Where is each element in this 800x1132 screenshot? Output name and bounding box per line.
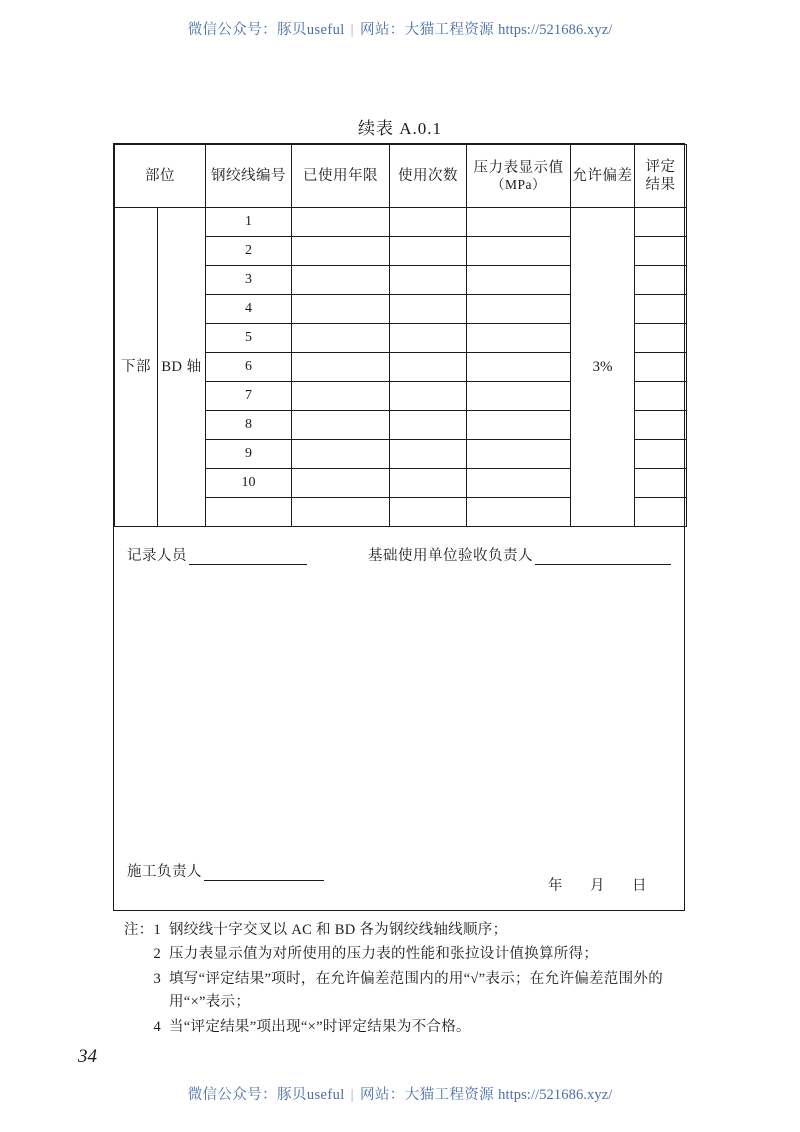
cell-strand-no: 1	[206, 208, 292, 237]
cell-gauge-value[interactable]	[467, 237, 571, 266]
header-gauge-unit: （MPa）	[490, 176, 546, 192]
note-label: 注：1	[123, 922, 161, 938]
note-text: 压力表显示值为对所使用的压力表的性能和张拉设计值换算所得；	[169, 946, 599, 963]
cell-years-used[interactable]	[292, 440, 390, 469]
cell-strand-no: 7	[206, 382, 292, 411]
acceptor-signature-line[interactable]	[535, 551, 671, 565]
cell-result[interactable]	[635, 208, 687, 237]
cell-strand-no: 9	[206, 440, 292, 469]
cell-result[interactable]	[635, 469, 687, 498]
header-gauge-value-text: 压力表显示值	[473, 159, 564, 176]
date-row	[548, 874, 674, 895]
cell-times-used[interactable]	[390, 353, 467, 382]
cell-result[interactable]	[635, 353, 687, 382]
cell-gauge-value[interactable]	[467, 382, 571, 411]
header-result-line2: 结果	[645, 177, 676, 193]
cell-result[interactable]	[635, 411, 687, 440]
cell-times-used[interactable]	[390, 237, 467, 266]
cell-years-used[interactable]	[292, 382, 390, 411]
watermark-url: https://521686.xyz/	[498, 22, 613, 38]
cell-times-used[interactable]	[390, 440, 467, 469]
cell-years-used[interactable]	[292, 266, 390, 295]
cell-result[interactable]	[635, 440, 687, 469]
cell-strand-no: 4	[206, 295, 292, 324]
header-years-used: 已使用年限	[292, 145, 390, 208]
table-header-row	[115, 145, 687, 208]
cell-strand-no: 5	[206, 324, 292, 353]
constructor-label: 施工负责人	[127, 864, 202, 880]
cell-result[interactable]	[635, 266, 687, 295]
cell-gauge-value[interactable]	[467, 440, 571, 469]
recorder-signature-row	[127, 544, 307, 565]
acceptor-label: 基础使用单位验收负责人	[368, 548, 533, 564]
note-item	[113, 968, 693, 1015]
cell-years-used[interactable]	[292, 208, 390, 237]
header-allowed-deviation: 允许偏差	[571, 145, 635, 208]
header-result-line1: 评定	[645, 158, 676, 175]
cell-part-position: 下部	[115, 208, 158, 527]
acceptor-signature-row	[368, 544, 671, 565]
watermark-separator: |	[350, 22, 354, 38]
record-table	[114, 144, 687, 527]
cell-years-used[interactable]	[292, 237, 390, 266]
cell-times-used[interactable]	[390, 266, 467, 295]
cell-times-used[interactable]	[390, 324, 467, 353]
cell-gauge-value[interactable]	[467, 411, 571, 440]
cell-times-used[interactable]	[390, 295, 467, 324]
cell-gauge-value[interactable]	[467, 324, 571, 353]
cell-years-used[interactable]	[292, 353, 390, 382]
watermark-site-label-bottom: 网站：	[359, 1087, 405, 1103]
watermark-wechat-label-bottom: 微信公众号：	[187, 1087, 278, 1103]
header-times-used: 使用次数	[390, 145, 467, 208]
note-item	[113, 943, 693, 966]
notes-section	[113, 919, 693, 1040]
cell-gauge-value[interactable]	[467, 266, 571, 295]
cell-result[interactable]	[635, 237, 687, 266]
watermark-wechat-value-bottom: 豚贝useful	[277, 1087, 345, 1103]
cell-strand-no: 10	[206, 469, 292, 498]
date-day-label: 日	[632, 878, 647, 894]
watermark-top	[0, 18, 800, 39]
note-label: 2	[153, 946, 161, 963]
header-part: 部位	[115, 145, 206, 208]
table-row	[115, 208, 687, 237]
cell-years-used[interactable]	[292, 324, 390, 353]
cell-strand-no: 8	[206, 411, 292, 440]
table-title: 续表 A.0.1	[357, 119, 443, 138]
cell-gauge-value[interactable]	[467, 469, 571, 498]
cell-years-used[interactable]	[292, 469, 390, 498]
cell-result[interactable]	[635, 295, 687, 324]
header-gauge-value	[467, 145, 571, 208]
recorder-label: 记录人员	[127, 548, 187, 564]
note-item	[113, 919, 693, 942]
cell-result[interactable]	[635, 382, 687, 411]
recorder-signature-line[interactable]	[189, 551, 307, 565]
form-box	[113, 143, 685, 911]
date-month-label: 月	[590, 878, 605, 894]
cell-allowed-deviation: 3%	[571, 208, 635, 527]
cell-gauge-value[interactable]	[467, 295, 571, 324]
note-text: 填写“评定结果”项时，在允许偏差范围内的用“√”表示；在允许偏差范围外的用“×”表示；	[169, 970, 663, 1011]
cell-times-used[interactable]	[390, 382, 467, 411]
table-body	[115, 208, 687, 527]
cell-result[interactable]	[635, 324, 687, 353]
watermark-wechat-label: 微信公众号：	[187, 22, 278, 38]
note-text: 钢绞线十字交叉以 AC 和 BD 各为钢绞线轴线顺序；	[169, 922, 508, 938]
watermark-url-bottom: https://521686.xyz/	[498, 1087, 613, 1103]
cell-strand-no: 2	[206, 237, 292, 266]
note-label: 4	[153, 1018, 161, 1035]
constructor-signature-line[interactable]	[204, 867, 324, 881]
date-year-label: 年	[548, 878, 563, 894]
watermark-separator-bottom: |	[350, 1087, 354, 1103]
cell-times-used[interactable]	[390, 469, 467, 498]
note-item	[113, 1016, 693, 1039]
watermark-bottom	[0, 1083, 800, 1104]
cell-part-axis: BD 轴	[158, 208, 206, 527]
constructor-signature-row	[127, 860, 324, 881]
note-label: 3	[153, 970, 161, 987]
cell-times-used[interactable]	[390, 411, 467, 440]
cell-strand-no: 3	[206, 266, 292, 295]
watermark-wechat-value: 豚贝useful	[277, 22, 345, 38]
cell-years-used[interactable]	[292, 295, 390, 324]
cell-gauge-value[interactable]	[467, 208, 571, 237]
note-text: 当“评定结果”项出现“×”时评定结果为不合格。	[169, 1018, 471, 1035]
signature-area	[114, 519, 684, 912]
header-strand-no: 钢绞线编号	[206, 145, 292, 208]
cell-strand-no: 6	[206, 353, 292, 382]
cell-years-used[interactable]	[292, 411, 390, 440]
cell-gauge-value[interactable]	[467, 353, 571, 382]
watermark-site-label: 网站：	[359, 22, 405, 38]
header-result	[635, 145, 687, 208]
watermark-site-value: 大猫工程资源	[404, 22, 495, 38]
page-number: 34	[78, 1046, 97, 1067]
cell-times-used[interactable]	[390, 208, 467, 237]
watermark-site-value-bottom: 大猫工程资源	[404, 1087, 495, 1103]
